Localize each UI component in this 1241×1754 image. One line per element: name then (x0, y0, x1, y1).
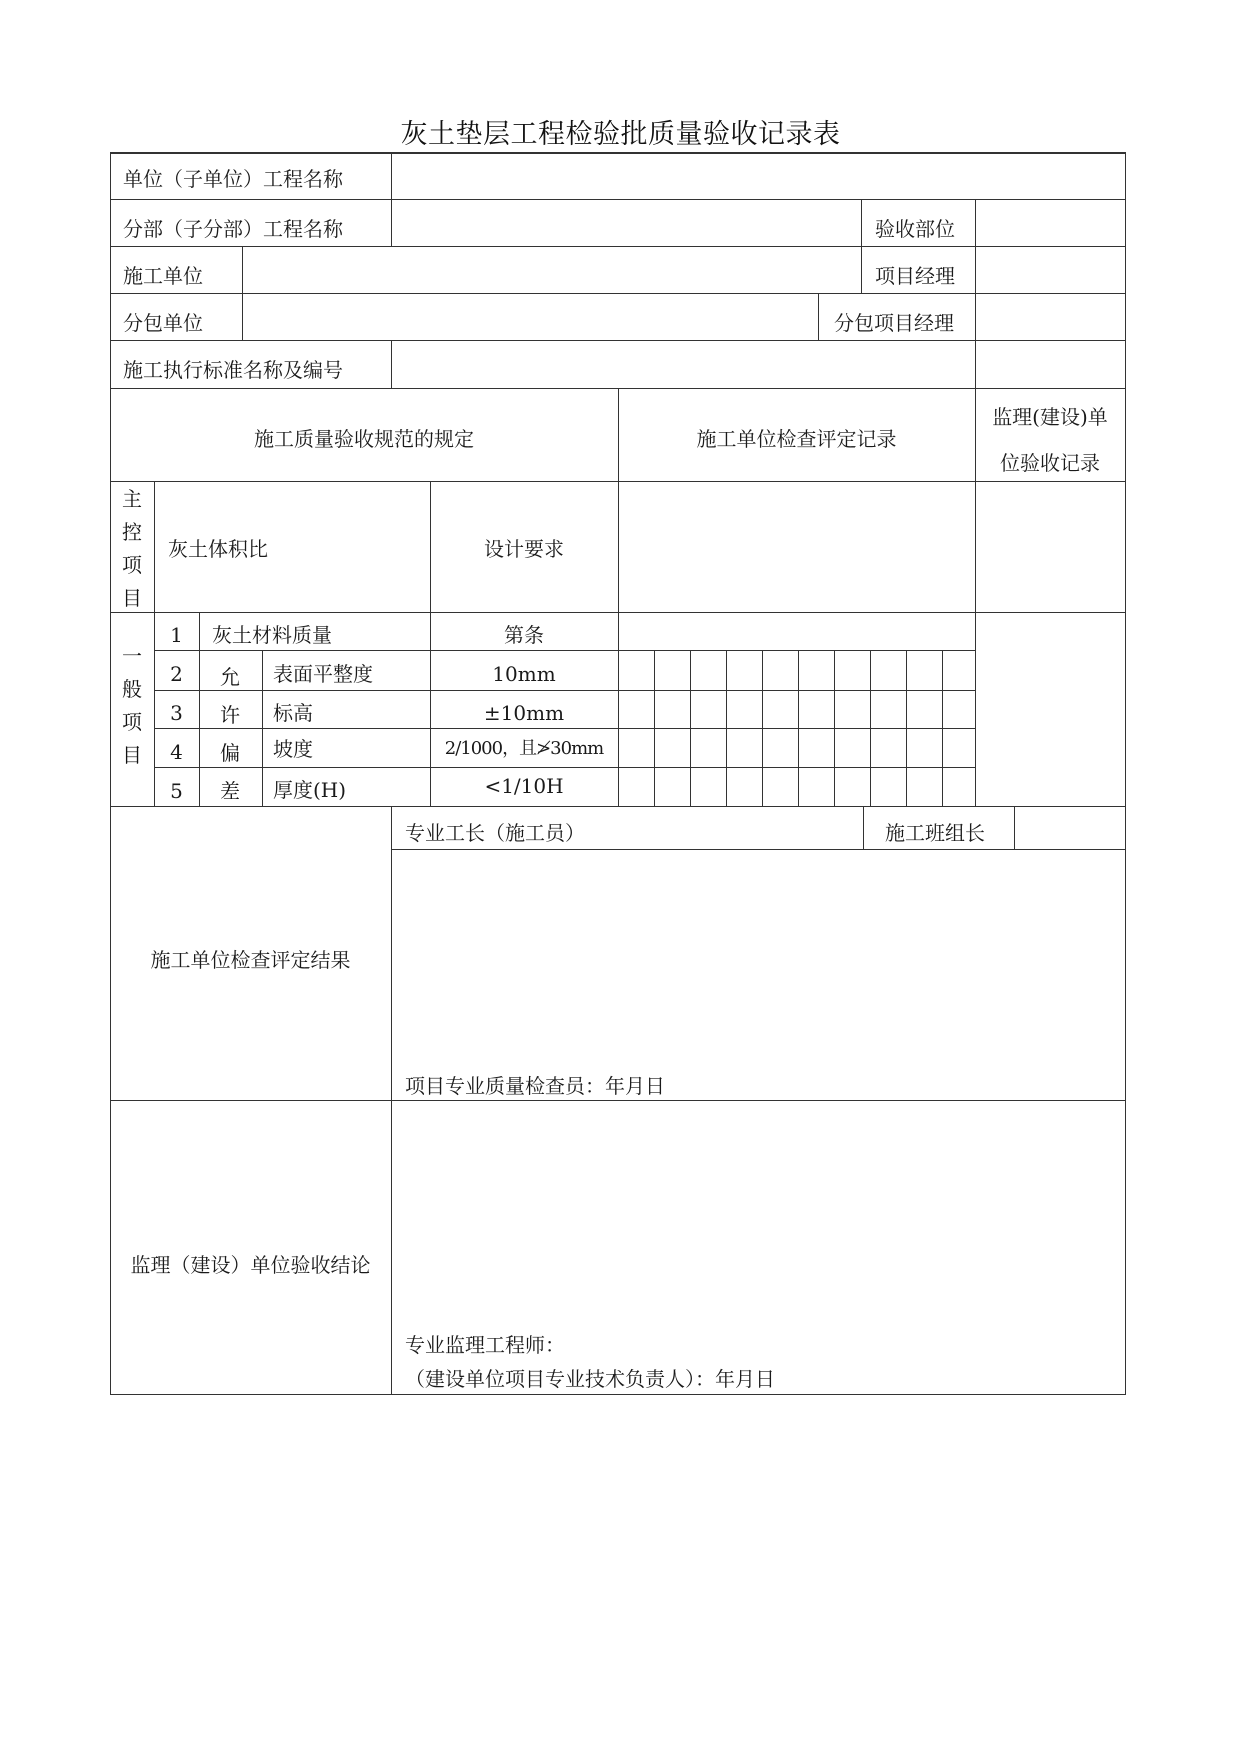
rule (110, 1394, 1126, 1395)
contractor-result-label: 施工单位检查评定结果 (150, 948, 351, 972)
main-control-requirement: 设计要求 (484, 537, 564, 561)
rule (154, 728, 975, 729)
rule (110, 152, 111, 1394)
rule (391, 152, 392, 246)
rule (1014, 806, 1015, 849)
general-row-no: 4 (170, 740, 183, 764)
general-row-item: 坡度 (273, 737, 313, 761)
rule (654, 650, 655, 806)
rule (861, 199, 862, 246)
supervisor-record-header-line1: 监理(建设)单 (992, 405, 1108, 429)
quality-inspector-signature: 项目专业质量检查员：年月日 (405, 1074, 665, 1098)
subcontract-manager-label: 分包项目经理 (834, 311, 954, 335)
rule (110, 340, 1126, 341)
general-row-value: 2/1000，且≯30mm (444, 738, 604, 759)
rule (242, 246, 243, 340)
rule (110, 199, 1126, 200)
general-row-no: 2 (170, 662, 183, 686)
rule (870, 650, 871, 806)
standard-name-label: 施工执行标准名称及编号 (123, 358, 343, 382)
rule (690, 650, 691, 806)
project-manager-label: 项目经理 (875, 264, 955, 288)
general-row-value: 第条 (504, 623, 544, 647)
spec-column-header: 施工质量验收规范的规定 (254, 427, 474, 451)
form-title: 灰土垫层工程检验批质量验收记录表 (400, 119, 841, 150)
rule (110, 293, 1126, 294)
general-row-value: 10mm (492, 662, 556, 686)
owner-rep-signature: （建设单位项目专业技术负责人）：年月日 (405, 1367, 775, 1391)
rule (818, 293, 819, 340)
construction-unit-label: 施工单位 (123, 264, 203, 288)
team-leader-label: 施工班组长 (885, 821, 985, 845)
general-row-item: 厚度(H) (273, 778, 347, 802)
rule (834, 650, 835, 806)
rule (110, 246, 1126, 247)
rule (154, 690, 975, 691)
general-row-no: 1 (170, 623, 183, 647)
supervisor-record-header-line2: 位验收记录 (1000, 451, 1100, 475)
rule (863, 806, 864, 849)
rule (391, 849, 1126, 850)
rule (110, 806, 1126, 807)
subcontract-unit-label: 分包单位 (123, 311, 203, 335)
rule (762, 650, 763, 806)
general-row-value: ±10mm (483, 701, 565, 725)
main-control-label: 主 控 项 目 (122, 487, 142, 610)
general-row-no: 3 (170, 701, 183, 725)
division-project-name-label: 分部（子分部）工程名称 (123, 217, 343, 241)
general-row-item: 标高 (273, 701, 313, 725)
general-row-value: <1/10H (484, 774, 564, 798)
rule (975, 199, 976, 388)
supervisor-conclusion-label: 监理（建设）单位验收结论 (130, 1253, 371, 1277)
rule (798, 650, 799, 806)
rule (391, 340, 392, 388)
rule (110, 1100, 1126, 1101)
rule (1125, 152, 1126, 1394)
deviation-label: 允 许 偏 差 (220, 665, 240, 803)
general-row-item: 灰土材料质量 (212, 623, 332, 647)
general-items-label: 一 般 项 目 (122, 644, 142, 767)
rule (154, 767, 975, 768)
rule (861, 246, 862, 293)
general-row-item: 表面平整度 (273, 662, 373, 686)
rule (726, 650, 727, 806)
contractor-record-column-header: 施工单位检查评定记录 (696, 427, 897, 451)
rule (110, 152, 1126, 154)
rule (154, 650, 975, 651)
rule (199, 612, 200, 806)
supervisor-engineer-signature: 专业监理工程师： (405, 1333, 565, 1357)
unit-project-name-label: 单位（子单位）工程名称 (123, 167, 343, 191)
rule (262, 650, 263, 806)
rule (942, 650, 943, 806)
main-control-item: 灰土体积比 (168, 537, 268, 561)
inspection-location-label: 验收部位 (875, 217, 955, 241)
foreman-label: 专业工长（施工员） (405, 821, 585, 845)
general-row-no: 5 (170, 779, 183, 803)
rule (906, 650, 907, 806)
